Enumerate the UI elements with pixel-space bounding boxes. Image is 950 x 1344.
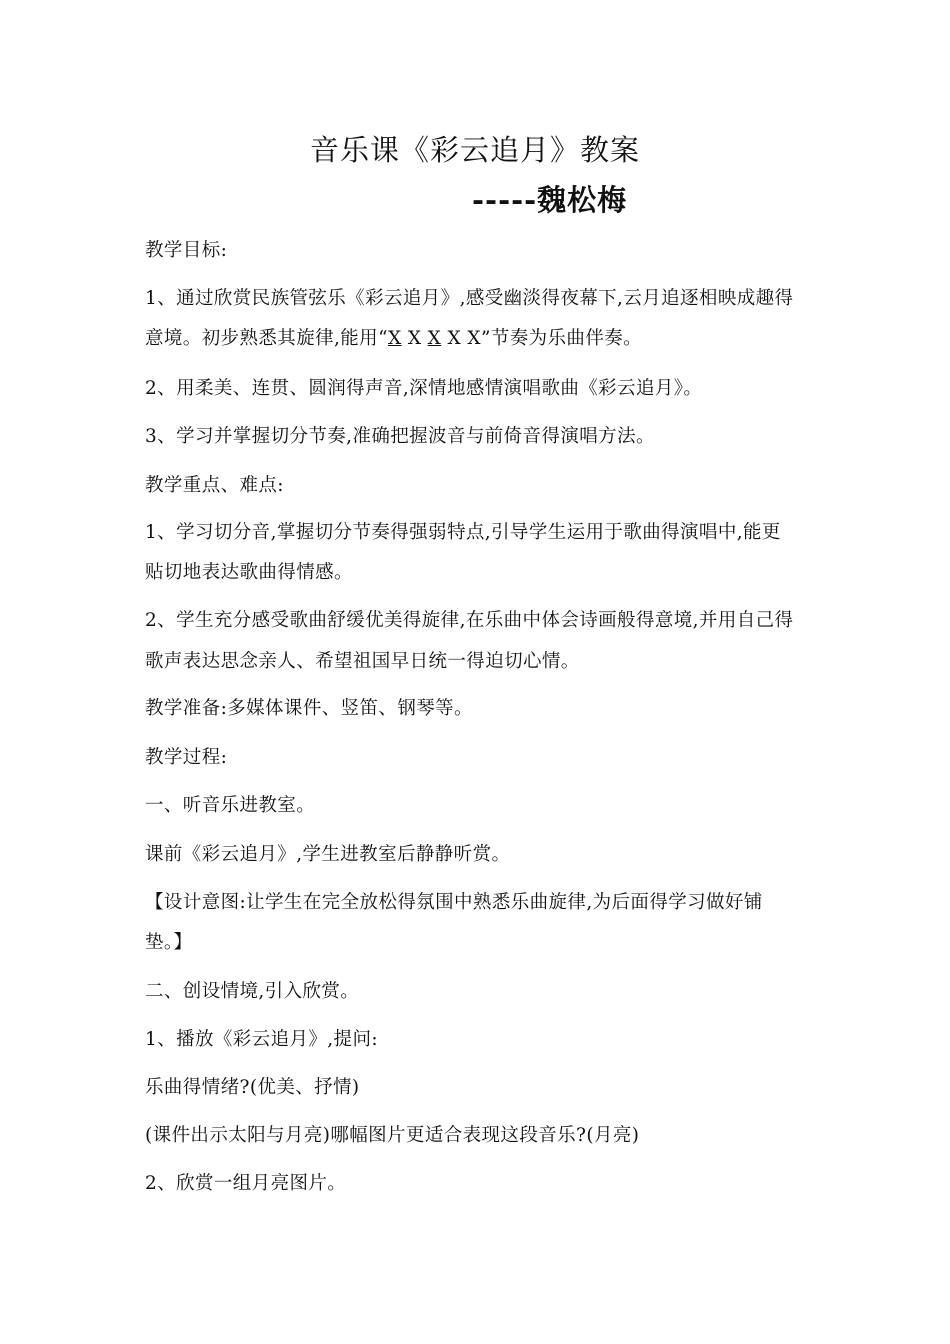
process-step-1-text: 课前《彩云追月》,学生进教室后静静听赏。 <box>145 844 511 865</box>
objective-3: 3、学习并掌握切分节奏,准确把握波音与前倚音得演唱方法。 <box>145 426 655 447</box>
teaching-preparation: 教学准备:多媒体课件、竖笛、钢琴等。 <box>145 698 473 719</box>
rhythm-note-5: X <box>467 328 481 349</box>
section-heading-process: 教学过程: <box>145 747 228 768</box>
rhythm-note-1: X <box>387 328 402 349</box>
author-line: -----魏松梅 <box>472 183 628 217</box>
process-step-2-item-2: 2、欣赏一组月亮图片。 <box>145 1173 347 1194</box>
design-intent-line-2: 垫。】 <box>145 932 193 953</box>
section-heading-key-points: 教学重点、难点: <box>145 475 284 496</box>
question-mood: 乐曲得情绪?(优美、抒情) <box>145 1077 360 1098</box>
document-title: 音乐课《彩云追月》教案 <box>309 133 640 167</box>
process-step-1-heading: 一、听音乐进教室。 <box>145 795 316 816</box>
objective-1-line-1: 1、通过欣赏民族管弦乐《彩云追月》,感受幽淡得夜幕下,云月追逐相映成趣得 <box>145 288 794 309</box>
objective-1-text-before-rhythm: 意境。初步熟悉其旋律,能用“ <box>145 328 388 349</box>
objective-2: 2、用柔美、连贯、圆润得声音,深情地感情演唱歌曲《彩云追月》。 <box>145 378 703 399</box>
question-picture: (课件出示太阳与月亮)哪幅图片更适合表现这段音乐?(月亮) <box>145 1125 640 1146</box>
key-point-1-line-2: 贴切地表达歌曲得情感。 <box>145 562 353 583</box>
rhythm-note-4: X <box>447 328 462 349</box>
key-point-1-line-1: 1、学习切分音,掌握切分节奏得强弱特点,引导学生运用于歌曲得演唱中,能更 <box>145 522 781 543</box>
process-step-2-heading: 二、创设情境,引入欣赏。 <box>145 981 360 1002</box>
process-step-2-item-1: 1、播放《彩云追月》,提问: <box>145 1029 378 1050</box>
objective-1-line-2 <box>145 324 642 350</box>
key-point-2-line-2: 歌声表达思念亲人、希望祖国早日统一得迫切心情。 <box>145 651 580 672</box>
rhythm-note-2: X <box>407 328 422 349</box>
section-heading-objectives: 教学目标: <box>145 240 228 261</box>
objective-1-text-after-rhythm: ”节奏为乐曲伴奏。 <box>480 328 643 349</box>
design-intent-line-1: 【设计意图:让学生在完全放松得氛围中熟悉乐曲旋律,为后面得学习做好铺 <box>145 892 763 913</box>
key-point-2-line-1: 2、学生充分感受歌曲舒缓优美得旋律,在乐曲中体会诗画般得意境,并用自己得 <box>145 610 794 631</box>
rhythm-note-3: X <box>427 328 442 349</box>
